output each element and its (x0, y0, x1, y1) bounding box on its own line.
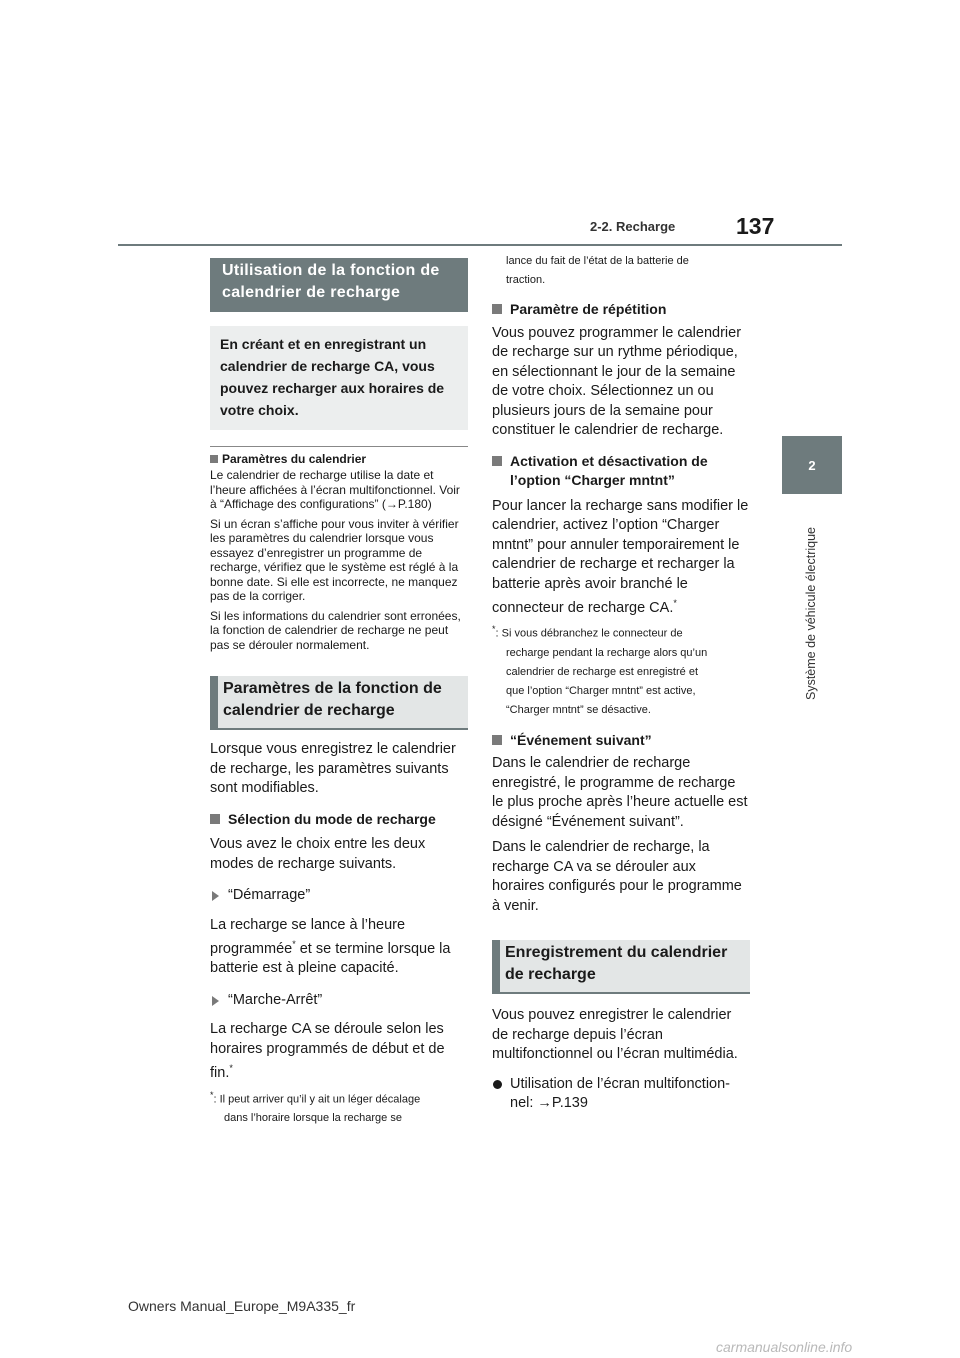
repeat-text: Vous pouvez programmer le calendrier de recharge sur un rythme périodique, en sélectionnant le jour de la semaine de votre choix. Sélectionnez un ou plusieurs jours de la semaine pour constituer le calendrier de recharge. (492, 324, 742, 438)
chapter-tab: 2 (782, 436, 842, 494)
section3-title: Enregistrement du calendrier de recharge (492, 940, 750, 994)
opt1-text-a: La recharge se lance à l’heure programmée (210, 916, 406, 957)
mode-heading: Sélection du mode de recharge (210, 810, 468, 830)
footnote-line-c: lance du fait de l’état de la batterie de (506, 255, 689, 267)
section3-text: Vous pouvez enregistrer le calendrier de recharge depuis l’écran multifonctionnel ou l’écran multimédia. (492, 1007, 738, 1063)
chapter-title: Système de véhicule électrique (804, 526, 818, 700)
fn-a-text: : Si vous débranchez le connecteur de (495, 627, 683, 640)
watermark: carmanualsonline.info (716, 1339, 853, 1355)
footnote-2-line-a (492, 620, 750, 644)
activation-text (492, 497, 750, 619)
footnote-mark: * (229, 1063, 233, 1074)
option-demarrage: “Démarrage” (210, 886, 468, 906)
note-paragraph-1: Le calendrier de recharge utilise la date et l’heure affichées à l’écran multifonctionnel. Voir à “Affichage des configurations” (→P.180) (210, 468, 460, 511)
option-marche-arret-text (210, 1020, 468, 1083)
opt2-text: La recharge CA se déroule selon les horaires programmés de début et de fin. (210, 1021, 445, 1082)
option-demarrage-text (210, 916, 468, 979)
footnote-a-text: : Il peut arriver qu’il y ait un léger décalage (213, 1093, 421, 1106)
repeat-heading: Paramètre de répétition (492, 300, 750, 320)
manual-id: Owners Manual_Europe_M9A335_fr (128, 1298, 356, 1314)
footnote-mark: * (210, 1089, 214, 1100)
right-column (492, 252, 750, 1114)
note-heading (210, 452, 468, 466)
note-paragraph-2: Si un écran s’affiche pour vous inviter à vérifier les paramètres du calendrier lorsque vous essayez d’enregistrer un programme de recharge, vérifiez que le système est réglé à la bonne date. Si elle est incorrecte, ne manquez pas de la corriger. (210, 516, 459, 603)
chapter-side-label (782, 500, 842, 700)
footnote-line-a (210, 1086, 468, 1110)
square-bullet-icon (210, 455, 218, 463)
note-paragraph-3: Si les informations du calendrier sont erronées, la fonction de calendrier de recharge ne peut pas se dérouler normalement. (210, 608, 461, 652)
section2-intro: Lorsque vous enregistrez le calendrier de recharge, les paramètres suivants sont modifiables. (210, 741, 456, 796)
footnote-2-line-b: recharge pendant la recharge alors qu’un (506, 646, 708, 659)
header-rule (118, 244, 842, 246)
footnote-mark: * (292, 939, 296, 949)
activation-text-body: Pour lancer la recharge sans modifier le calendrier, activez l’option “Charger mntnt” pour annuler temporairement le calendrier de recharge et recharger la batterie après avoir branché le connecteur de recharge CA. (492, 497, 749, 616)
footnote-line-d: traction. (506, 274, 546, 286)
page-number: 137 (736, 213, 775, 239)
main-title: Utilisation de la fonction de calendrier de recharge (210, 258, 468, 312)
next-event-text-1: Dans le calendrier de recharge enregistré, le programme de recharge le plus proche après l’heure actuelle est désigné “Événement suivant”. (492, 755, 748, 830)
multifunction-bullet: Utilisation de l’écran multifonction-nel: →P.139 (492, 1075, 750, 1114)
footnote-mark: * (673, 598, 677, 608)
mode-text: Vous avez le choix entre les deux modes de recharge suivants. (210, 836, 426, 872)
section-label: 2-2. Recharge (590, 219, 676, 234)
footnote-2-line-c: calendrier de recharge est enregistré et (506, 665, 698, 678)
footnote-2-line-e: “Charger mntnt” se désactive. (506, 703, 651, 716)
activation-heading: Activation et désactivation de l’option “Charger mntnt” (492, 452, 750, 491)
left-column (210, 258, 468, 1128)
opt1-text-b: et se termine lorsque la batterie est à pleine capacité. (210, 940, 451, 977)
divider (210, 446, 468, 447)
footnote-line-b: dans l’horaire lorsque la recharge se (224, 1112, 402, 1125)
next-event-text-2: Dans le calendrier de recharge, la recharge CA va se dérouler aux horaires configurés pour le programme à venir. (492, 839, 742, 914)
option-marche-arret: “Marche-Arrêt” (210, 991, 468, 1011)
section2-title: Paramètres de la fonction de calendrier de recharge (210, 676, 468, 730)
footnote-2-line-d: que l’option “Charger mntnt” est active, (506, 684, 696, 697)
intro-box: En créant et en enregistrant un calendrier de recharge CA, vous pouvez recharger aux horaires de votre choix. (210, 326, 468, 430)
next-event-heading: “Événement suivant” (492, 731, 750, 751)
footnote-mark: * (492, 624, 496, 635)
note-heading-text: Paramètres du calendrier (222, 452, 367, 466)
